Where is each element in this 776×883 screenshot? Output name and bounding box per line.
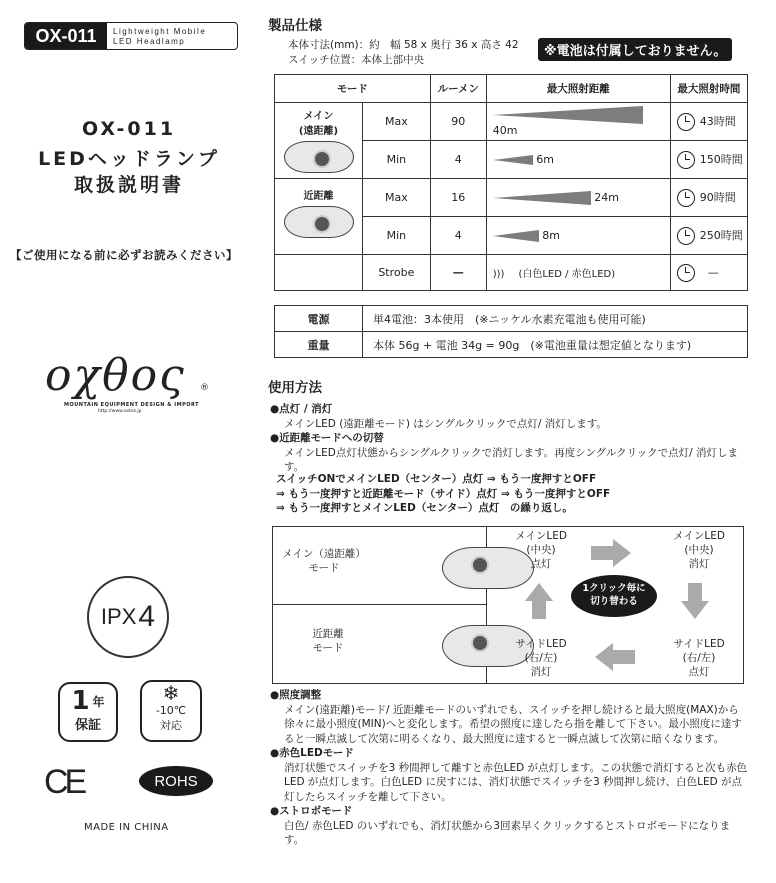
group-near-label: 近距離 (303, 191, 334, 202)
weight-label: 重量 (275, 332, 363, 358)
header-distance: 最大照射距離 (486, 75, 670, 103)
spec-size: 本体寸法(mm)：約 幅 58 x 奥行 36 x 高さ 42 (288, 39, 519, 51)
spec-heading: 製品仕様 (268, 18, 322, 34)
spec-switch: スイッチ位置：本体上部中央 (288, 54, 425, 66)
row-mode: Strobe (363, 255, 431, 291)
row-mode: Max (363, 179, 431, 217)
row-distance (486, 103, 670, 141)
row-mode: Min (363, 141, 431, 179)
state-side-off: サイドLED (右/左) 消灯 (515, 638, 567, 678)
ipx-prefix: IPX (100, 604, 137, 629)
table-row (275, 103, 748, 141)
model-badge (24, 22, 238, 50)
state-main-on: メインLED (中央) 点灯 (515, 530, 567, 570)
logo-url: http://www.oxtos.jp (98, 409, 142, 414)
warranty-badge (58, 682, 118, 742)
brand-logo: οχθος (45, 350, 186, 401)
row-distance (486, 141, 670, 179)
table-row (275, 255, 748, 291)
arrow-up-icon (525, 583, 553, 619)
clock-icon (677, 264, 695, 282)
warranty-char2: 証 (88, 718, 102, 733)
usage-heading: 使用方法 (268, 380, 322, 396)
section-body: メイン(遠距離)モード/ 近距離モードのいずれでも、スイッチを押し続けると最大照度(MAX)から徐々に最小照度(MIN)へと変化します。希望の照度に達したら指を離して下さい。最小照度に達すると一瞬点滅して次第に明るくなり、最大照度に達すると一瞬点滅して次第に暗くなります。 (284, 703, 742, 745)
section-power (270, 402, 750, 475)
section-body: 消灯状態でスイッチを3 秒間押して離すと赤色LED が点灯します。この状態で消灯すると次も赤色LED が点灯します。白色LED に戻すには、消灯状態でスイッチを3 秒間押し続け、白色LED が点灯したらスイッチを離して下さい。 (284, 761, 748, 803)
logo-tagline: MOUNTAIN EQUIPMENT DESIGN & IMPORT (64, 402, 200, 408)
title-manual: 取扱説明書 (73, 174, 184, 196)
power-value: 単4電池：3本使用 (※ニッケル水素充電池も使用可能) (363, 306, 748, 332)
distance-value: 6m (536, 153, 554, 166)
spec-header-row (275, 75, 748, 103)
beam-icon (493, 106, 643, 124)
table-row (275, 332, 748, 358)
section-body: 白色/ 赤色LED のいずれでも、消灯状態から3回素早くクリックするとストロボモードになります。 (284, 819, 731, 846)
section-brightness (270, 688, 748, 848)
title-model: OX-011 (81, 118, 177, 140)
time-value: — (707, 265, 719, 279)
cold-rating-badge (140, 680, 202, 742)
clock-icon (677, 113, 695, 131)
main-mode-label: メイン（遠距離） モード (282, 548, 366, 574)
row-lumen: 16 (430, 179, 486, 217)
spec-table (274, 74, 748, 291)
strobe-icon: ))) (492, 269, 505, 280)
beam-icon (493, 191, 591, 205)
distance-value: 8m (542, 229, 560, 242)
section-title: ●点灯 / 消灯 (270, 403, 333, 415)
state-side-on: サイドLED (右/左) 点灯 (673, 638, 725, 678)
rohs-mark: ROHS (139, 766, 213, 796)
beam-icon (493, 230, 539, 242)
warranty-years: 1 (71, 686, 90, 716)
header-lumen: ルーメン (430, 75, 486, 103)
headlamp-main-image (284, 141, 354, 173)
time-value: 250時間 (699, 228, 743, 242)
beam-icon (493, 155, 533, 165)
flow-line: スイッチONでメインLED（センター）点灯 ⇒ もう一度押すとOFF (276, 473, 597, 485)
clock-icon (677, 227, 695, 245)
group-near (275, 179, 363, 255)
toggle-note: 1クリック毎に 切り替わる (571, 575, 657, 617)
row-time (670, 179, 747, 217)
row-lumen: 4 (430, 141, 486, 179)
section-body: メインLED (遠距離モード) はシングルクリックで点灯/ 消灯します。 (284, 417, 607, 430)
cold-label: 対応 (160, 719, 182, 732)
read-notice: 【ご使用になる前に必ずお読みください】 (10, 248, 238, 262)
warranty-year-char: 年 (92, 694, 105, 709)
main-mode-cell (273, 527, 487, 605)
header-mode: モード (275, 75, 431, 103)
header-time: 最大照射時間 (670, 75, 747, 103)
weight-value: 本体 56g + 電池 34g = 90g (※電池重量は想定値となります) (363, 332, 748, 358)
subtitle-line1: Lightweight Mobile (113, 27, 207, 36)
row-mode: Min (363, 217, 431, 255)
ce-mark: CE (44, 763, 84, 801)
arrow-down-icon (681, 583, 709, 619)
group-main (275, 103, 363, 179)
flow-line: ⇒ もう一度押すと近距離モード（サイド）点灯 ⇒ もう一度押すとOFF (276, 487, 611, 500)
made-in: MADE IN CHINA (84, 822, 169, 833)
row-distance (486, 179, 670, 217)
group-main-label: メイン (遠距離) (298, 111, 339, 137)
row-time (670, 103, 747, 141)
row-mode: Max (363, 103, 431, 141)
distance-value: (白色LED / 赤色LED) (518, 269, 616, 280)
section-title: ●照度調整 (270, 689, 322, 701)
ipx-number: 4 (138, 600, 156, 633)
section-title: ●赤色LEDモード (270, 747, 354, 759)
state-main-off: メインLED (中央) 消灯 (673, 530, 725, 570)
row-empty (275, 255, 363, 291)
time-value: 43時間 (699, 114, 736, 128)
row-time (670, 141, 747, 179)
subtitle-line2: LED Headlamp (113, 37, 186, 46)
row-time (670, 255, 747, 291)
ipx-rating-badge (87, 576, 169, 658)
model-subtitle (107, 23, 206, 49)
distance-value: 40m (492, 124, 518, 137)
mode-flow-diagram (272, 526, 744, 684)
near-mode-label: 近距離 モード (312, 628, 344, 654)
flow-line: ⇒ もう一度押すとメインLED（センター）点灯 の繰り返し。 (276, 502, 573, 514)
registered-mark: ® (200, 383, 209, 393)
time-value: 90時間 (699, 190, 736, 204)
cold-temp: -10℃ (155, 704, 187, 717)
row-distance (486, 255, 670, 291)
arrow-left-icon (595, 643, 635, 671)
section-title: ●近距離モードへの切替 (270, 432, 384, 444)
table-row (275, 306, 748, 332)
time-value: 150時間 (699, 152, 743, 166)
clock-icon (677, 189, 695, 207)
row-lumen: 4 (430, 217, 486, 255)
snowflake-icon: ❄ (162, 681, 180, 705)
headlamp-near-image (284, 206, 354, 238)
near-mode-cell (273, 605, 487, 683)
no-battery-notice: ※電池は付属しておりません。 (538, 38, 732, 61)
row-lumen: — (430, 255, 486, 291)
arrow-right-icon (591, 539, 631, 567)
section-title: ●ストロボモード (270, 805, 353, 817)
model-code: OX-011 (25, 23, 107, 49)
power-label: 電源 (275, 306, 363, 332)
power-table (274, 305, 748, 358)
row-lumen: 90 (430, 103, 486, 141)
clock-icon (677, 151, 695, 169)
warranty-char1: 保 (74, 718, 88, 733)
table-row (275, 179, 748, 217)
row-distance (486, 217, 670, 255)
title-product: LEDヘッドランプ (38, 148, 220, 170)
section-body: メインLED点灯状態からシングルクリックで消灯します。再度シングルクリックで点灯/ 消灯します。 (284, 446, 739, 473)
flow-text (276, 472, 610, 516)
row-time (670, 217, 747, 255)
distance-value: 24m (594, 190, 619, 204)
